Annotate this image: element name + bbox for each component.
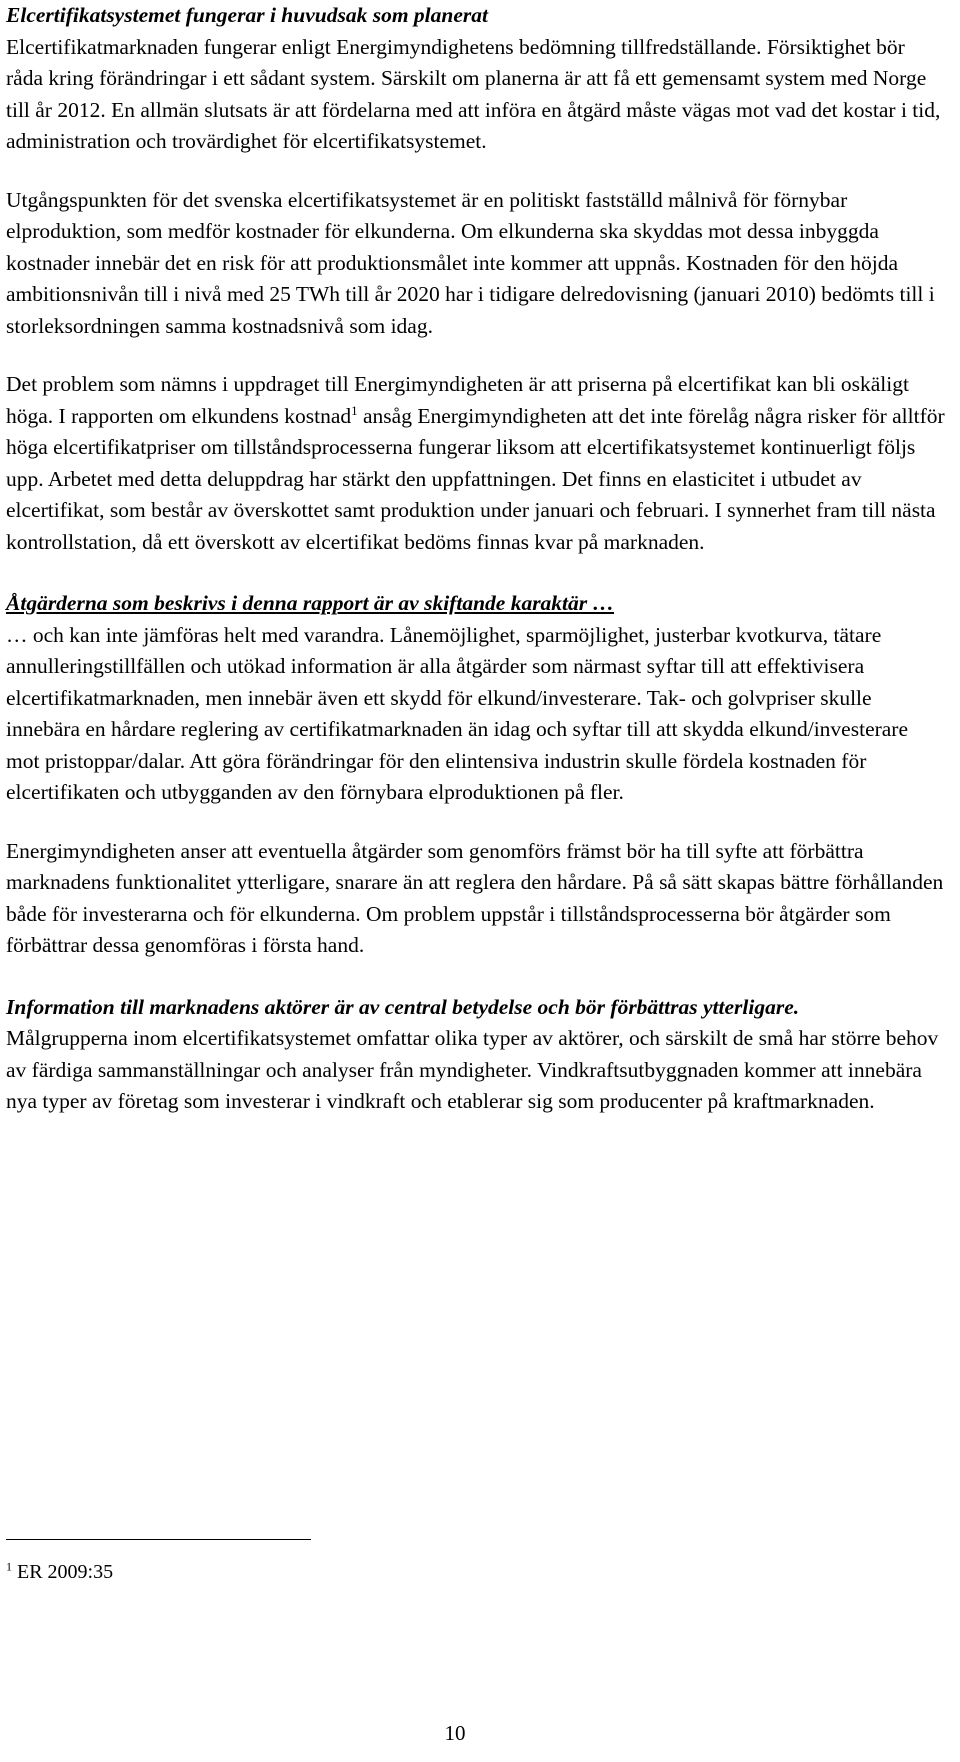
body-paragraph xyxy=(6,369,946,558)
footnote-reference[interactable]: 1 xyxy=(351,402,358,418)
body-paragraph: Energimyndigheten anser att eventuella åtgärder som genomförs främst bör ha till syfte att förbättra marknadens funktionalitet ytterligare, snarare än att reglera den hårdare. På så sätt skapas bättre förhållanden både för investerarna och för elkunderna. Om problem uppstår i tillståndsprocesserna bör åtgärder som förbättrar dessa genomföras i första hand. xyxy=(6,838,944,957)
body-paragraph: Elcertifikatmarknaden fungerar enligt Energimyndighetens bedömning tillfredställande. Försiktighet bör råda kring förändringar i ett sådant system. Särskilt om planerna är att få ett gemensamt system med Norge till år 2012. En allmän slutsats är att fördelarna med att införa en åtgärd måste vägas mot vad det kostar i tid, administration och trovärdighet för elcertifikatsystemet. xyxy=(6,34,941,153)
body-paragraph: Utgångspunkten för det svenska elcertifikatsystemet är en politiskt fastställd målnivå för förnybar elproduktion, som medför kostnader för elkunderna. Om elkunderna ska skyddas mot dessa inbyggda kostnader innebär det en risk för att produktionsmålet inte kommer att uppnås. Kostnaden för den höjda ambitionsnivån till i nivå med 25 TWh till år 2020 har i tidigare delredovisning (januari 2010) bedömts till i storleksordningen samma kostnadsnivå som idag. xyxy=(6,187,935,338)
section-heading: Information till marknadens aktörer är av central betydelse och bör förbättras ytterligare. xyxy=(6,994,800,1019)
paragraph-text: Det problem som nämns i uppdraget till Energimyndigheten är att priserna på elcertifikat kan bli oskäligt höga. I rapporten om elkundens kostnad xyxy=(6,372,909,428)
footnote-separator xyxy=(6,1539,311,1540)
section-heading: Elcertifikatsystemet fungerar i huvudsak som planerat xyxy=(6,3,488,27)
footnote-number: 1 xyxy=(6,1559,12,1574)
body-paragraph: Målgrupperna inom elcertifikatsystemet omfattar olika typer av aktörer, och särskilt de små har större behov av färdiga sammanställningar och analyser från myndigheter. Vindkraftsutbyggnaden kommer att innebära nya typer av företag som investerar i vindkraft och etablerar sig som producenter på kraftmarknaden. xyxy=(6,1026,939,1113)
section-heading: Åtgärderna som beskrivs i denna rapport är av skiftande karaktär … xyxy=(6,591,615,615)
paragraph-text: ansåg Energimyndigheten att det inte förelåg några risker för alltför höga elcertifikatpriser om tillståndsprocesserna fungerar liksom att elcertifikatsystemet kontinuerligt följs upp. Arbetet med detta deluppdrag har stärkt den uppfattningen. Det finns en elasticitet i utbudet av elcertifikat, som består av överskottet samt produktion under januari och februari. I synnerhet fram till nästa kontrollstation, då ett överskott av elcertifikat bedöms finnas kvar på marknaden. xyxy=(6,403,945,554)
page-number-container xyxy=(0,1721,960,1746)
document-page xyxy=(6,0,946,1118)
body-paragraph: … och kan inte jämföras helt med varandra. Lånemöjlighet, sparmöjlighet, justerbar kvotkurva, tätare annulleringstillfällen och utökad information är alla åtgärder som närmast syftar till att effektivisera elcertifikatmarknaden, men innebär även ett skydd för elkund/investerare. Tak- och golvpriser skulle innebära en hårdare reglering av certifikatmarknaden än idag och syftar till att skydda elkund/investerare mot pristoppar/dalar. Att göra förändringar för den elintensiva industrin skulle fördela kostnaden för elcertifikaten och utbygganden av den förnybara elproduktionen på fler. xyxy=(6,622,909,804)
page-number: 10 xyxy=(444,1721,466,1745)
footnote xyxy=(6,1560,113,1584)
footnote-text: ER 2009:35 xyxy=(12,1561,114,1583)
